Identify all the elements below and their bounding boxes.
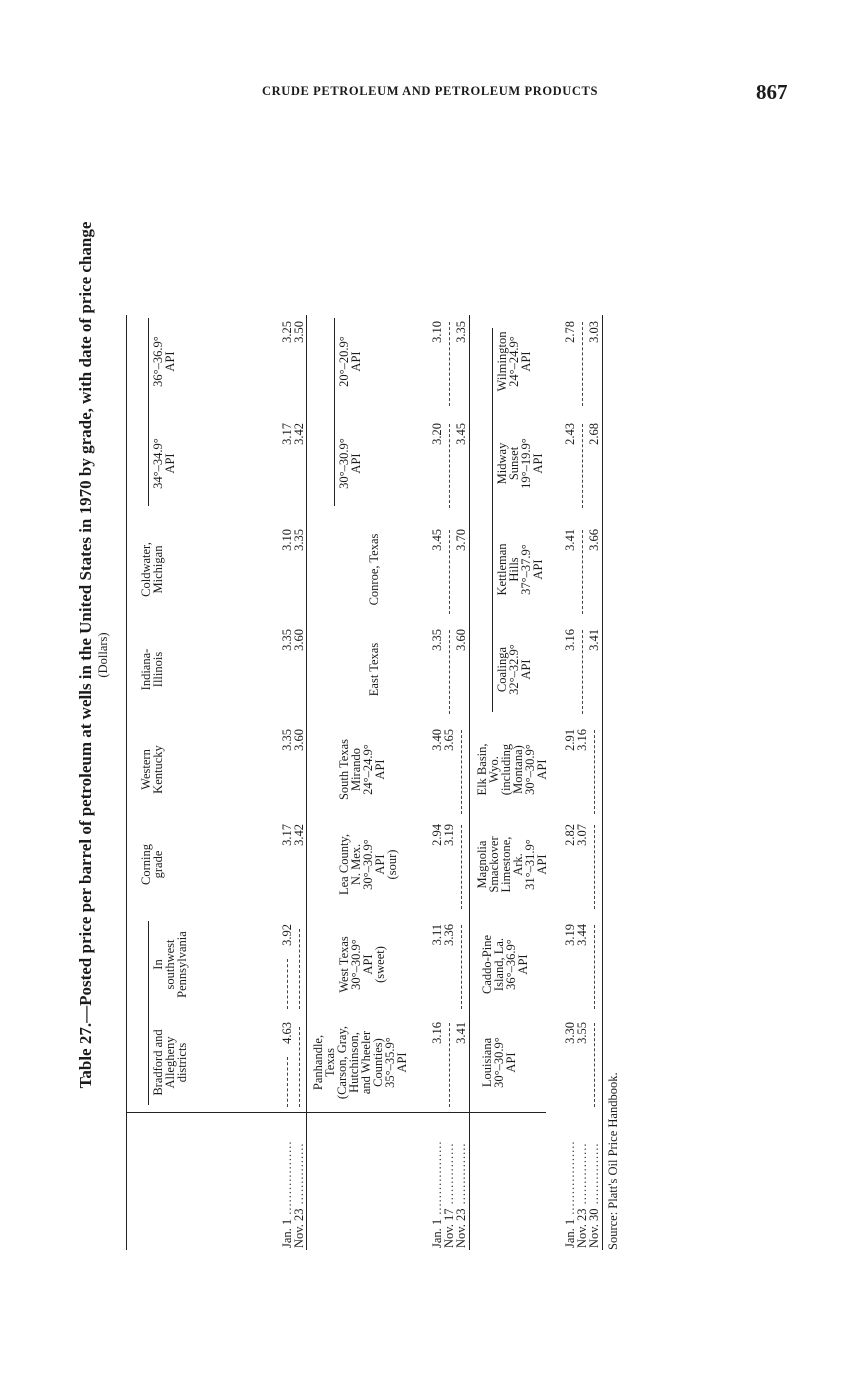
- date-cell: [293, 1117, 305, 1248]
- col-header-s1: Coldwater, Michigan: [139, 542, 165, 597]
- empty-leader: [594, 925, 595, 1009]
- value-cell: 3.55: [575, 1022, 589, 1044]
- value-cell: 3.50: [292, 321, 306, 343]
- value-cell: 3.19: [442, 824, 456, 846]
- value-cell: 3.11: [430, 924, 444, 946]
- col-header-s2: Panhandle, Texas (Carson, Gray, Hutchinson, and Wheeler Counties) 35°–35.9° API: [311, 1025, 409, 1100]
- running-head: CRUDE PETROLEUM AND PETROLEUM PRODUCTS: [262, 84, 599, 98]
- col-header-s3: Elk Basin, Wyo. (including Montana) 30°–30.9° API: [475, 743, 549, 796]
- value-cell: 3.42: [292, 824, 306, 846]
- table-source: Source: Platt's Oil Price Handbook.: [606, 1072, 620, 1250]
- date-cell: [588, 1117, 600, 1248]
- empty-leader: [461, 730, 462, 814]
- value-cell: 3.16: [563, 629, 577, 651]
- date-label: Nov. 30: [587, 1208, 601, 1248]
- leader-dots: ...............: [454, 1142, 468, 1209]
- value-cell: 3.45: [430, 529, 444, 551]
- leader-dots: ...............: [292, 1142, 306, 1209]
- table-title: Table 27.—Posted price per barrel of petroleum at wells in the United States in 1970 by grade, with date of price change: [76, 221, 95, 1089]
- value-cell: 3.41: [563, 529, 577, 551]
- value-cell: 3.07: [575, 824, 589, 846]
- date-label: Nov. 23: [575, 1208, 589, 1248]
- value-cell: 3.60: [454, 629, 468, 651]
- empty-leader: [582, 630, 583, 714]
- value-cell: 3.03: [587, 321, 601, 343]
- col-header-s2: East Texas: [367, 642, 381, 697]
- value-cell: 3.60: [292, 629, 306, 651]
- empty-leader: [299, 929, 300, 1009]
- value-cell: 3.19: [563, 924, 577, 946]
- group-cal-rule: [492, 328, 493, 712]
- section1-bottom-rule: [306, 315, 307, 1250]
- col-header-s1: Bradford and Allegheny districts: [151, 1029, 189, 1096]
- col-header-s3: Magnolia Smackover Limestone, Ark. 31°–31.9° API: [475, 836, 549, 893]
- value-cell: 3.44: [575, 924, 589, 946]
- leader-dots: ...............: [587, 1142, 601, 1209]
- date-label: Jan. 1: [563, 1218, 577, 1248]
- value-cell: 3.42: [292, 423, 306, 445]
- leader: [287, 1057, 288, 1107]
- value-cell: 3.66: [587, 529, 601, 551]
- leader-dots: ...............: [442, 1142, 456, 1209]
- value-cell: 3.25: [280, 321, 294, 343]
- empty-leader: [449, 1023, 450, 1107]
- value-cell: 2.82: [563, 824, 577, 846]
- empty-leader: [582, 322, 583, 406]
- table-units: (Dollars): [96, 632, 110, 678]
- value-cell: 3.10: [430, 321, 444, 343]
- empty-leader: [582, 530, 583, 614]
- section2-bottom-rule: [469, 315, 470, 1250]
- empty-leader: [582, 424, 583, 508]
- value-cell: 3.45: [454, 423, 468, 445]
- col-header-s3: Caddo-Pine Island, La. 36°–36.9° API: [480, 934, 530, 995]
- value-cell: 2.68: [587, 423, 601, 445]
- rotated-table: [76, 60, 620, 1250]
- stub-divider: [126, 1112, 546, 1113]
- col-header-s3: Kettleman Hills 37°–37.9° API: [495, 543, 545, 596]
- col-header-s2: South Texas Mirando 24°–24.9° API: [337, 738, 387, 801]
- value-cell: 4.63: [280, 1022, 294, 1044]
- leader-dots: ..................: [430, 1140, 444, 1219]
- value-cell: 3.30: [563, 1022, 577, 1044]
- empty-leader: [449, 322, 450, 406]
- value-cell: 2.94: [430, 824, 444, 846]
- date-label: Nov. 23: [292, 1208, 306, 1248]
- col-header-s3: Midway Sunset 19°–19.9° API: [495, 438, 545, 489]
- leader: [287, 959, 288, 1009]
- empty-leader: [461, 825, 462, 909]
- value-cell: 3.35: [292, 529, 306, 551]
- empty-leader: [449, 530, 450, 614]
- value-cell: 3.70: [454, 529, 468, 551]
- value-cell: 3.17: [280, 423, 294, 445]
- col-header-s3: Coalinga 32°–32.9° API: [495, 644, 533, 695]
- value-cell: 2.91: [563, 729, 577, 751]
- table-top-rule: [126, 315, 127, 1250]
- value-cell: 3.60: [292, 729, 306, 751]
- value-cell: 3.16: [575, 729, 589, 751]
- empty-leader: [299, 1027, 300, 1107]
- value-cell: 3.20: [430, 423, 444, 445]
- value-cell: 3.16: [430, 1022, 444, 1044]
- date-label: Jan. 1: [430, 1218, 444, 1248]
- value-cell: 3.65: [442, 729, 456, 751]
- leader-dots: ..................: [280, 1140, 294, 1219]
- leader-dots: ..................: [563, 1140, 577, 1219]
- value-cell: 3.41: [454, 1022, 468, 1044]
- empty-leader: [461, 925, 462, 1009]
- value-cell: 3.40: [430, 729, 444, 751]
- col-header-s1: Corning grade: [139, 844, 165, 885]
- col-header-s1: Western Kentucky: [139, 745, 165, 794]
- col-header-s3: Wilmington 24°–24.9° API: [495, 331, 533, 392]
- value-cell: 3.10: [280, 529, 294, 551]
- value-cell: 3.92: [280, 924, 294, 946]
- page-number: 867: [756, 80, 788, 104]
- group-penn-rule: [148, 921, 149, 1105]
- value-cell: 3.35: [280, 729, 294, 751]
- col-header-s2: Lea County, N. Mex. 30°–30.9° API (sour): [337, 834, 399, 895]
- date-label: Nov. 23: [454, 1208, 468, 1248]
- value-cell: 2.78: [563, 321, 577, 343]
- value-cell: 3.35: [280, 629, 294, 651]
- date-label: Nov. 17: [442, 1208, 456, 1248]
- value-cell: 3.41: [587, 629, 601, 651]
- leader-dots: ...............: [575, 1142, 589, 1209]
- col-header-s2: West Texas 30°–30.9° API (sweet): [337, 936, 387, 993]
- group-texas-rule: [334, 318, 335, 506]
- col-header-s1: 36°–36.9° API: [151, 336, 177, 387]
- empty-leader: [449, 424, 450, 508]
- col-header-s1: In southwest Pennsylvania: [151, 931, 189, 998]
- value-cell: 3.35: [454, 321, 468, 343]
- value-cell: 3.35: [430, 629, 444, 651]
- table-bottom-rule: [602, 315, 603, 1250]
- date-label: Jan. 1: [280, 1218, 294, 1248]
- value-cell: 3.36: [442, 924, 456, 946]
- value-cell: 3.17: [280, 824, 294, 846]
- col-header-s2: 20°–20.9° API: [337, 336, 363, 387]
- value-cell: 2.43: [563, 423, 577, 445]
- col-header-s2: 30°–30.9° API: [337, 438, 363, 489]
- col-header-s3: Louisiana 30°–30.9° API: [480, 1037, 518, 1088]
- group-ok-rule: [148, 318, 149, 506]
- col-header-s2: Conroe, Texas: [367, 533, 381, 606]
- empty-leader: [449, 630, 450, 714]
- empty-leader: [594, 1023, 595, 1107]
- col-header-s1: Indiana- Illinois: [139, 648, 165, 691]
- col-header-s1: 34°–34.9° API: [151, 438, 177, 489]
- empty-leader: [594, 825, 595, 909]
- empty-leader: [594, 730, 595, 814]
- date-cell: [455, 1117, 467, 1248]
